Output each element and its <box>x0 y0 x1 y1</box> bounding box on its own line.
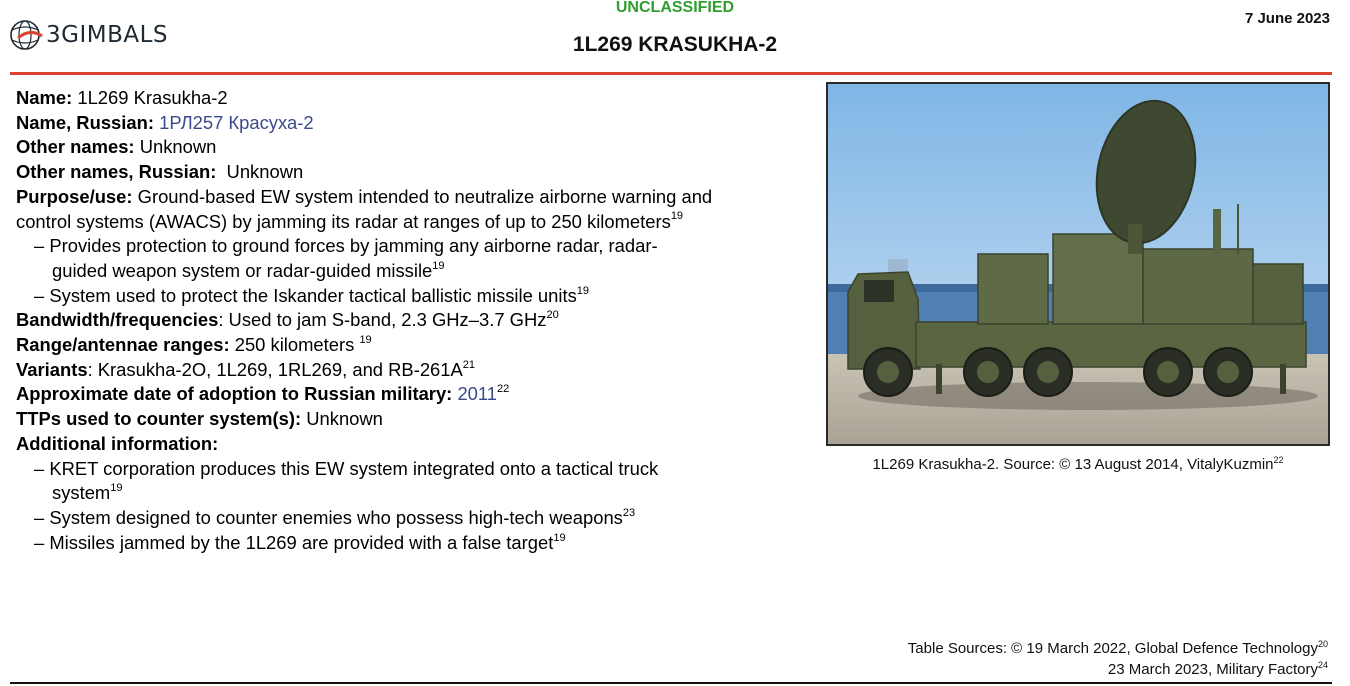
classification-marking: UNCLASSIFIED <box>615 0 735 16</box>
list-item: – Provides protection to ground forces by jamming any airborne radar, radar- <box>34 235 658 257</box>
table-sources <box>908 638 1328 680</box>
logo-text: 3GIMBALS <box>46 21 169 48</box>
field-name-russian: Name, Russian: 1РЛ257 Красуха-2 <box>16 111 314 133</box>
list-item: – System designed to counter enemies who possess high-tech weapons$^{23}$ <box>34 506 636 528</box>
field-variants: Variants: Krasukha-2O, 1L269, 1RL269, and $RB-261A^{21}$ <box>16 358 476 380</box>
field-ttps: TTPs used to counter system(s): Unknown <box>16 408 383 430</box>
list-item-cont: guided weapon system or radar-guided missile$^{19}$ <box>52 259 445 281</box>
page-title: 1L269 KRASUKHA-2 <box>572 33 778 56</box>
system-photo <box>826 82 1330 446</box>
field-other-names: Other names: Unknown <box>16 136 217 158</box>
list-item-cont: system$^{19}$ <box>52 482 123 504</box>
footer-divider <box>10 682 1332 684</box>
list-item: – Missiles jammed by the 1L269 are provided with a false target$^{19}$ <box>34 531 566 553</box>
field-additional: Additional information: <box>16 432 219 454</box>
source-line: Table Sources: © 19 March 2022, Global Defence Technology$^{20}$ <box>907 639 1328 657</box>
list-item: – System used to protect the Iskander tactical ballistic missile units$^{19}$ <box>34 284 590 306</box>
field-bandwidth: Bandwidth/frequencies: Used to jam S-band, 2.3 GHz–3.7 GHz$^{20}$ <box>16 309 559 331</box>
field-other-names-russian: Other names, Russian: Unknown <box>16 161 304 183</box>
system-details <box>16 86 816 555</box>
field-adoption: Approximate date of adoption to Russian military: 2011$^{22}$ <box>16 383 510 405</box>
truck-illustration <box>828 84 1328 444</box>
list-item: – KRET corporation produces this EW system integrated onto a tactical truck <box>34 457 659 479</box>
photo-caption: 1L269 Krasukha-2. Source: © 13 August 2014, VitalyKuzmin$^{22}$ <box>872 455 1284 473</box>
header-divider <box>10 72 1332 75</box>
field-purpose: Purpose/use: Ground-based EW system intended to neutralize airborne warning and <box>16 185 713 207</box>
source-line: 23 March 2023, Military Factory$^{24}$ <box>1107 660 1328 678</box>
document-date: 7 June 2023 <box>1244 10 1330 27</box>
field-range: Range/antennae ranges: 250 kilometers $^{19}$ <box>16 333 372 356</box>
field-purpose-cont: control systems (AWACS) by jamming its radar at ranges of up to 250 kilometers$^{19}$ <box>16 210 684 232</box>
field-name: Name: 1L269 Krasukha-2 <box>16 87 228 108</box>
